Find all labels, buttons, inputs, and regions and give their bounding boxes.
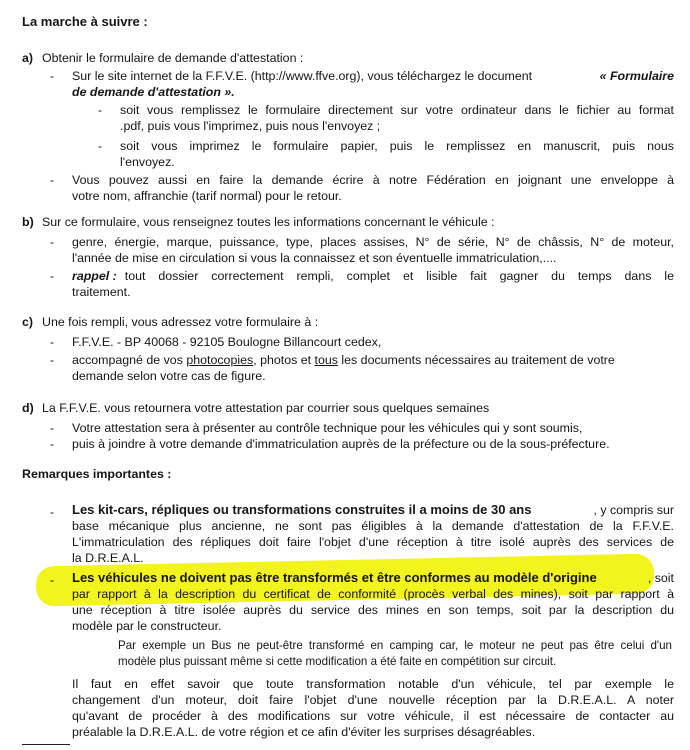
bullet-dash: - <box>50 235 55 249</box>
remark-1-line-2: base mécanique plus ancienne, ne sont pas éligibles à la demande d'attestation de la F.F.V.E. <box>72 519 674 533</box>
bullet-dash: - <box>50 335 55 349</box>
remark-1-line-3: L'immatriculation des répliques doit faire l'objet d'une réception à titre isolé auprès des services de <box>72 535 674 549</box>
remark-2-rest: , soit <box>647 571 674 585</box>
section-c-marker: c) <box>22 315 34 329</box>
remark-1-line-1 <box>72 502 674 518</box>
closing-paragraph-line-4: préalable la D.R.E.A.L. de votre région et ce afin d'éviter les surprises désagréables. <box>72 725 536 739</box>
bullet-dash: - <box>50 173 55 187</box>
rappel-label: rappel : <box>72 269 117 283</box>
footnote-rule <box>22 744 70 745</box>
remark-2-line-3: une réception à titre isolée auprès du service des mines en son temps, soit par la description du <box>72 603 674 617</box>
section-a-marker: a) <box>22 51 34 65</box>
closing-paragraph-line-3: qu'avant de procéder à des modifications sur votre véhicule, il est nécessaire de contacter au <box>72 709 674 723</box>
tous-underlined: tous <box>314 353 338 367</box>
page-heading: La marche à suivre : <box>22 14 148 29</box>
formulaire-doc-title-part-1: « Formulaire <box>599 69 674 83</box>
section-b-bullet-1-line-1: genre, énergie, marque, puissance, type, places assises, N° de série, N° de châssis, N° de moteur, <box>72 235 674 249</box>
remark-1-rest: , y compris sur <box>593 503 674 517</box>
bullet-dash: - <box>50 421 55 435</box>
rappel-line-2: traitement. <box>72 285 131 299</box>
section-b-marker: b) <box>22 215 34 229</box>
sub-bullet-2-line-2: l'envoyez. <box>120 155 175 169</box>
bullet-dash: - <box>50 437 55 451</box>
bullet-dash: - <box>50 353 55 367</box>
section-a-bullet-1-line-1 <box>72 68 674 84</box>
section-a-title: Obtenir le formulaire de demande d'attestation : <box>42 51 304 65</box>
bullet-dash: - <box>50 505 55 519</box>
section-c-bullet-2-line-1: accompagné de vos photocopies, photos et tous les documents nécessaires au traitement de votre <box>72 353 615 367</box>
sub-bullet-2-line-1: soit vous imprimez le formulaire papier, puis le remplissez en manuscrit, puis nous <box>120 139 674 153</box>
bullet-dash: - <box>50 573 55 587</box>
bullet-dash: - <box>50 69 55 83</box>
example-line-2: modèle plus puissant même si cette modification a été faite en compétition sur circuit. <box>118 655 557 668</box>
section-c-title: Une fois rempli, vous adressez votre formulaire à : <box>42 315 319 329</box>
remark-2-line-1 <box>72 570 674 586</box>
remark-2-line-4: modèle par le constructeur. <box>72 619 222 633</box>
remark-2-bold: Les véhicules ne doivent pas être transformés et être conformes au modèle d'origine <box>72 570 597 585</box>
bullet-dash: - <box>50 269 55 283</box>
bullet-dash: - <box>98 139 103 153</box>
rappel-text: tout dossier correctement rempli, complet et lisible fait gagner du temps dans le <box>124 269 674 283</box>
ffve-postal-address: F.F.V.E. - BP 40068 - 92105 Boulogne Billancourt cedex, <box>72 335 382 349</box>
section-d-bullet-1: Votre attestation sera à présenter au contrôle technique pour les véhicules qui y sont soumis, <box>72 421 583 435</box>
rappel-line-1 <box>72 268 674 284</box>
section-d-title: La F.F.V.E. vous retournera votre attestation par courrier sous quelques semaines <box>42 401 490 415</box>
section-d-bullet-2: puis à joindre à votre demande d'immatriculation auprès de la préfecture ou de la sous-préfecture. <box>72 437 610 451</box>
remark-2-line-2: par rapport à la description du certificat de conformité (procès verbal des mines), soit par rapport à <box>72 587 674 601</box>
section-a-bullet-2-line-2: votre nom, affranchie (tarif normal) pour le retour. <box>72 189 342 203</box>
example-line-1: Par exemple un Bus ne peut-être transformé en camping car, le moteur ne peut pas être celui d'un <box>118 639 672 652</box>
photocopies-underlined: photocopies <box>186 353 254 367</box>
section-a-bullet-1-text: Sur le site internet de la F.F.V.E. (http://www.ffve.org), vous téléchargez le document <box>72 69 533 83</box>
section-b-title: Sur ce formulaire, vous renseignez toutes les informations concernant le véhicule : <box>42 215 495 229</box>
closing-paragraph-line-1: Il faut en effet savoir que toute transformation notable d'un véhicule, tel par exemple le <box>72 677 674 691</box>
remark-1-bold: Les kit-cars, répliques ou transformations construites il a moins de 30 ans <box>72 502 532 517</box>
formulaire-doc-title-part-2: de demande d'attestation ». <box>72 85 235 99</box>
sub-bullet-1-line-2: .pdf, puis vous l'imprimez, puis nous l'envoyez ; <box>120 119 381 133</box>
section-d-marker: d) <box>22 401 34 415</box>
section-a-bullet-2-line-1: Vous pouvez aussi en faire la demande écrire à notre Fédération en joignant une enveloppe à <box>72 173 674 187</box>
section-c-bullet-2-line-2: demande selon votre cas de figure. <box>72 369 266 383</box>
bullet-dash: - <box>98 103 103 117</box>
section-b-bullet-1-line-2: l'année de mise en circulation si vous la connaissez et son éventuelle immatriculation,.... <box>72 251 557 265</box>
remark-1-line-4: la D.R.E.A.L. <box>72 551 144 565</box>
sub-bullet-1-line-1: soit vous remplissez le formulaire directement sur votre ordinateur dans le fichier au format <box>120 103 674 117</box>
remarques-heading: Remarques importantes : <box>22 467 172 481</box>
closing-paragraph-line-2: changement d'un moteur, doit faire l'objet d'une nouvelle réception par la D.R.E.A.L. A noter <box>72 693 674 707</box>
